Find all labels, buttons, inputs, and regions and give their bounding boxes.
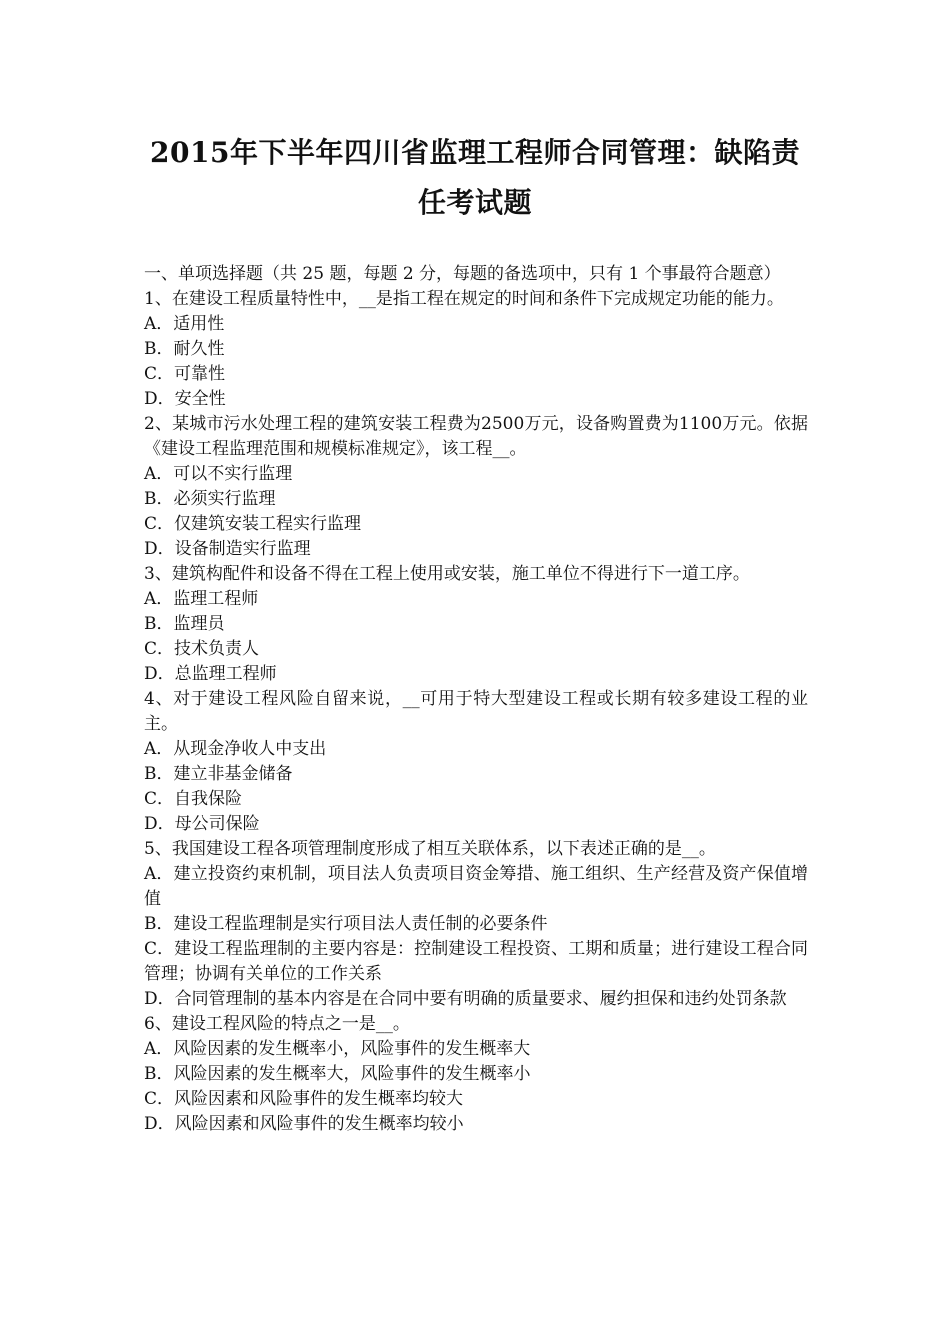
option-b: B．风险因素的发生概率大，风险事件的发生概率小 bbox=[144, 1064, 531, 1084]
option-a: A．风险因素的发生概率小，风险事件的发生概率大 bbox=[144, 1039, 531, 1059]
option-a: A．适用性 bbox=[144, 314, 225, 334]
question-stem: 3、建筑构配件和设备不得在工程上使用或安装，施工单位不得进行下一道工序。 bbox=[144, 564, 750, 584]
section-header: 一、单项选择题（共 25 题，每题 2 分，每题的备选项中，只有 1 个事最符合题意） bbox=[144, 264, 781, 284]
option-b: B．建立非基金储备 bbox=[144, 764, 293, 784]
option-a: A．从现金净收人中支出 bbox=[144, 739, 327, 759]
question-stem: 4、对于建设工程风险自留来说，__可用于特大型建设工程或长期有较多建设工程的业主。 bbox=[144, 689, 808, 734]
document-title: 2015年下半年四川省监理工程师合同管理：缺陷责任考试题 bbox=[150, 136, 800, 219]
option-c: C．可靠性 bbox=[144, 364, 226, 384]
option-c: C．仅建筑安装工程实行监理 bbox=[144, 514, 362, 534]
option-b: B．建设工程监理制是实行项目法人责任制的必要条件 bbox=[144, 914, 548, 934]
option-d: D．合同管理制的基本内容是在合同中要有明确的质量要求、履约担保和违约处罚条款 bbox=[144, 989, 787, 1009]
question-stem: 5、我国建设工程各项管理制度形成了相互关联体系，以下表述正确的是__。 bbox=[144, 839, 716, 859]
option-a: A．建立投资约束机制，项目法人负责项目资金筹措、施工组织、生产经营及资产保值增值 bbox=[144, 864, 808, 909]
option-d: D．安全性 bbox=[144, 389, 226, 409]
question-stem: 2、某城市污水处理工程的建筑安装工程费为2500万元，设备购置费为1100万元。依据《建设工程监理范围和规模标准规定》，该工程__。 bbox=[144, 414, 808, 459]
question-stem: 6、建设工程风险的特点之一是__。 bbox=[144, 1014, 410, 1034]
option-d: D．风险因素和风险事件的发生概率均较小 bbox=[144, 1114, 464, 1134]
document-body bbox=[144, 262, 808, 1137]
question-stem: 1、在建设工程质量特性中，__是指工程在规定的时间和条件下完成规定功能的能力。 bbox=[144, 289, 784, 309]
option-b: B．必须实行监理 bbox=[144, 489, 276, 509]
option-a: A．监理工程师 bbox=[144, 589, 259, 609]
option-c: C．建设工程监理制的主要内容是：控制建设工程投资、工期和质量；进行建设工程合同管理；协调有关单位的工作关系 bbox=[144, 939, 808, 984]
option-b: B．监理员 bbox=[144, 614, 225, 634]
option-d: D．母公司保险 bbox=[144, 814, 260, 834]
option-d: D．总监理工程师 bbox=[144, 664, 277, 684]
option-a: A．可以不实行监理 bbox=[144, 464, 293, 484]
option-b: B．耐久性 bbox=[144, 339, 225, 359]
option-c: C．风险因素和风险事件的发生概率均较大 bbox=[144, 1089, 464, 1109]
option-c: C．技术负责人 bbox=[144, 639, 260, 659]
option-d: D．设备制造实行监理 bbox=[144, 539, 311, 559]
option-c: C．自我保险 bbox=[144, 789, 243, 809]
